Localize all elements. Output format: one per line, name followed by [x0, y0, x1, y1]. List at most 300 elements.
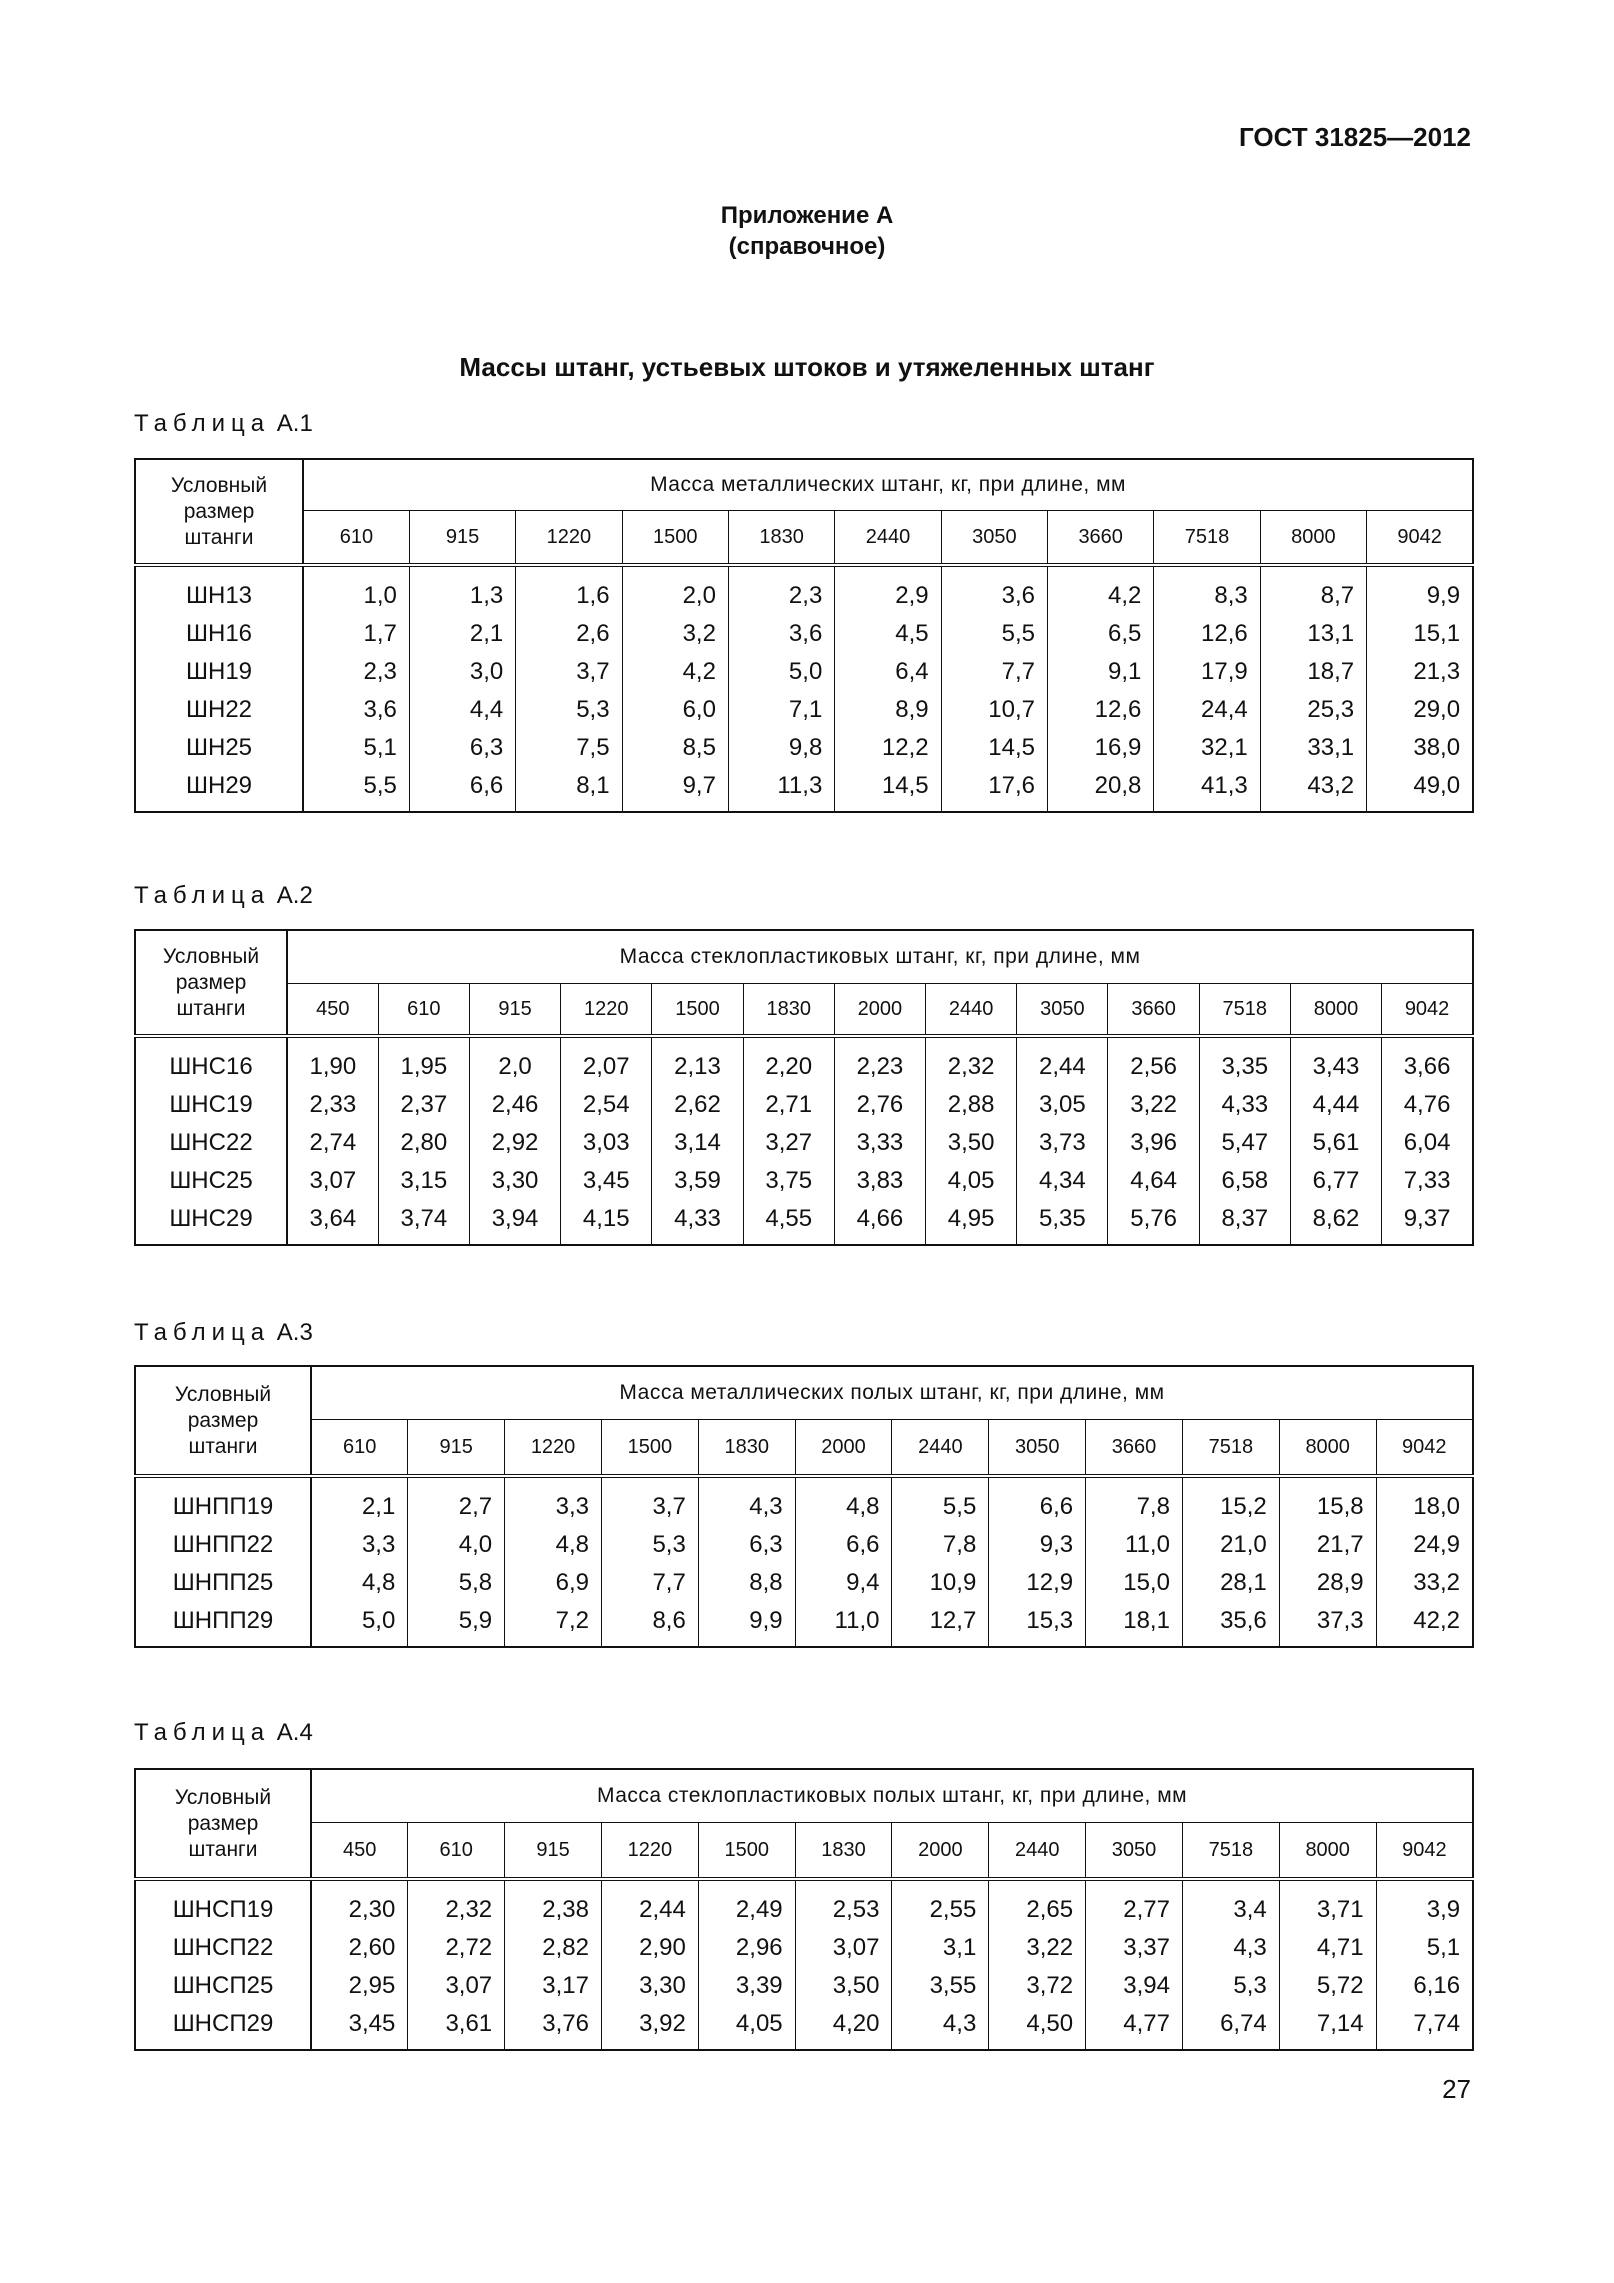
- mass-value-cell: 4,3: [698, 1488, 795, 1526]
- table-row: [135, 1124, 1473, 1162]
- size-header-line: штанги: [188, 1837, 258, 1861]
- rod-size-cell: ШН29: [135, 767, 303, 805]
- mass-value-cell: 12,2: [835, 729, 941, 767]
- mass-value-cell: 4,8: [505, 1526, 602, 1564]
- mass-value-cell: 2,90: [601, 1929, 698, 1967]
- rod-size-cell: ШНПП22: [135, 1526, 311, 1564]
- mass-value-cell: 2,74: [287, 1124, 378, 1162]
- spacer-cell: [378, 1036, 469, 1048]
- length-header: 2000: [892, 1823, 989, 1880]
- spacer-cell: [311, 1476, 408, 1488]
- mass-value-cell: 6,3: [698, 1526, 795, 1564]
- spacer-cell: [835, 805, 941, 812]
- mass-value-cell: 3,75: [743, 1162, 834, 1200]
- spacer-cell: [601, 1879, 698, 1891]
- mass-value-cell: 8,6: [601, 1602, 698, 1640]
- mass-value-cell: 5,3: [1182, 1967, 1279, 2005]
- spacer-cell: [505, 2043, 602, 2050]
- mass-table: [134, 1365, 1474, 1648]
- length-header: 7518: [1199, 984, 1290, 1037]
- table-label-word: Таблица: [134, 1319, 271, 1346]
- mass-value-cell: 5,61: [1290, 1124, 1381, 1162]
- mass-value-cell: 2,72: [408, 1929, 505, 1967]
- mass-value-cell: 2,9: [835, 577, 941, 615]
- mass-value-cell: 3,94: [1086, 1967, 1183, 2005]
- mass-value-cell: 3,22: [989, 1929, 1086, 1967]
- length-header: 3050: [1086, 1823, 1183, 1880]
- mass-value-cell: 4,44: [1290, 1086, 1381, 1124]
- group-header: Масса стеклопластиковых полых штанг, кг, при длине, мм: [311, 1769, 1473, 1823]
- mass-value-cell: 2,49: [698, 1891, 795, 1929]
- mass-value-cell: 7,1: [728, 691, 834, 729]
- spacer-cell: [728, 565, 834, 577]
- spacer-cell: [941, 565, 1047, 577]
- mass-value-cell: 3,22: [1108, 1086, 1199, 1124]
- spacer-cell: [1182, 1476, 1279, 1488]
- spacer-cell: [303, 805, 409, 812]
- mass-value-cell: 25,3: [1260, 691, 1366, 729]
- spacer-cell: [652, 1036, 743, 1048]
- mass-value-cell: 5,9: [408, 1602, 505, 1640]
- table-row: [135, 1526, 1473, 1564]
- spacer-cell: [1279, 1640, 1376, 1647]
- spacer-cell: [135, 805, 303, 812]
- table-row: [135, 1162, 1473, 1200]
- table-row: [135, 653, 1473, 691]
- group-header: Масса металлических штанг, кг, при длине, мм: [303, 459, 1473, 511]
- mass-value-cell: 4,2: [622, 653, 728, 691]
- length-header: 2440: [989, 1823, 1086, 1880]
- mass-value-cell: 3,83: [834, 1162, 925, 1200]
- mass-value-cell: 6,5: [1048, 615, 1154, 653]
- spacer-cell: [1290, 1238, 1381, 1245]
- mass-value-cell: 3,2: [622, 615, 728, 653]
- length-header: 3660: [1048, 511, 1154, 566]
- length-header: 915: [408, 1420, 505, 1477]
- length-header: 2440: [892, 1420, 989, 1477]
- mass-table: [134, 1768, 1474, 2051]
- mass-value-cell: 3,76: [505, 2005, 602, 2043]
- mass-value-cell: 4,5: [835, 615, 941, 653]
- spacer-cell: [1086, 1879, 1183, 1891]
- mass-value-cell: 7,2: [505, 1602, 602, 1640]
- size-header-line: штанги: [188, 1434, 258, 1458]
- mass-value-cell: 1,6: [516, 577, 622, 615]
- mass-value-cell: 8,3: [1154, 577, 1260, 615]
- spacer-cell: [409, 805, 515, 812]
- mass-table: [134, 458, 1474, 813]
- mass-value-cell: 2,92: [469, 1124, 560, 1162]
- length-header: 2000: [795, 1420, 892, 1477]
- size-header-line: Условный: [162, 944, 260, 968]
- length-header: 3050: [1017, 984, 1108, 1037]
- spacer-cell: [287, 1238, 378, 1245]
- mass-value-cell: 42,2: [1413, 1607, 1460, 1634]
- mass-value-cell: 24,9: [1413, 1531, 1460, 1558]
- spacer-cell: [408, 1640, 505, 1647]
- table-label-number: А.2: [276, 882, 313, 909]
- spacer-cell: [303, 565, 409, 577]
- table-label: [134, 1319, 313, 1347]
- spacer-cell: [1376, 2043, 1473, 2050]
- spacer-cell: [505, 1476, 602, 1488]
- length-header: 7518: [1154, 511, 1260, 566]
- mass-value-cell: 6,77: [1290, 1162, 1381, 1200]
- mass-value-cell: 9,8: [728, 729, 834, 767]
- mass-value-cell: 13,1: [1260, 615, 1366, 653]
- length-header: 2000: [834, 984, 925, 1037]
- spacer-cell: [1290, 1036, 1381, 1048]
- table-label: [134, 882, 313, 910]
- mass-value-cell: 11,3: [728, 767, 834, 805]
- mass-value-cell: 15,1: [1413, 620, 1461, 647]
- mass-value-cell: 3,74: [378, 1200, 469, 1238]
- length-header: 3660: [1086, 1420, 1183, 1477]
- mass-value-cell: 35,6: [1182, 1602, 1279, 1640]
- mass-value-cell: 2,32: [408, 1891, 505, 1929]
- length-header: 3050: [941, 511, 1047, 566]
- mass-value-cell: 6,6: [409, 767, 515, 805]
- spacer-cell: [408, 2043, 505, 2050]
- spacer-cell: [989, 1640, 1086, 1647]
- table-row: [135, 767, 1473, 805]
- mass-value-cell: 4,50: [989, 2005, 1086, 2043]
- mass-value-cell: 33,2: [1413, 1569, 1460, 1596]
- spacer-cell: [1017, 1036, 1108, 1048]
- mass-value-cell: 29,0: [1413, 696, 1461, 723]
- header-row: [135, 1769, 1473, 1823]
- mass-value-cell: 2,37: [378, 1086, 469, 1124]
- mass-value-cell: 3,17: [505, 1967, 602, 2005]
- spacer-cell: [1108, 1238, 1199, 1245]
- mass-value-cell: 2,1: [311, 1488, 408, 1526]
- spacer-cell: [561, 1036, 652, 1048]
- mass-value-cell: 17,9: [1154, 653, 1260, 691]
- mass-value-cell: 2,53: [795, 1891, 892, 1929]
- standard-code: ГОСТ 31825—2012: [1239, 122, 1471, 152]
- rod-size-cell: ШН16: [135, 615, 303, 653]
- spacer-cell: [1367, 805, 1473, 812]
- mass-value-cell: 5,1: [1426, 1934, 1461, 1961]
- spacer-cell: [698, 1476, 795, 1488]
- mass-value-cell: 8,1: [516, 767, 622, 805]
- mass-value-cell: 7,5: [516, 729, 622, 767]
- mass-value-cell: 5,3: [601, 1526, 698, 1564]
- mass-value-cell: 4,15: [561, 1200, 652, 1238]
- spacer-cell: [835, 565, 941, 577]
- spacer-cell: [926, 1036, 1017, 1048]
- header-row: [135, 459, 1473, 511]
- spacer-row: [135, 2043, 1473, 2050]
- length-header: 1220: [561, 984, 652, 1037]
- spacer-row: [135, 805, 1473, 812]
- mass-value-cell: 3,15: [378, 1162, 469, 1200]
- mass-value-cell: 8,37: [1199, 1200, 1290, 1238]
- table-row: [135, 1602, 1473, 1640]
- table-row: [135, 1967, 1473, 2005]
- table-label-number: А.1: [276, 410, 313, 437]
- size-header-line: размер: [183, 499, 255, 523]
- spacer-cell: [469, 1238, 560, 1245]
- mass-value-cell: 11,0: [795, 1602, 892, 1640]
- mass-value-cell: 41,3: [1154, 767, 1260, 805]
- length-header: 1500: [601, 1420, 698, 1477]
- mass-value-cell: 4,0: [408, 1526, 505, 1564]
- mass-value-cell: 3,05: [1017, 1086, 1108, 1124]
- spacer-cell: [601, 2043, 698, 2050]
- length-row: [135, 511, 1473, 566]
- spacer-cell: [516, 565, 622, 577]
- length-header: 1830: [698, 1420, 795, 1477]
- spacer-cell: [311, 1879, 408, 1891]
- mass-value-cell: 5,0: [311, 1602, 408, 1640]
- length-header: 9042: [1382, 984, 1473, 1037]
- mass-value-cell: 3,55: [892, 1967, 989, 2005]
- mass-value-cell: 3,6: [303, 691, 409, 729]
- spacer-cell: [1367, 565, 1473, 577]
- size-header-line: Условный: [174, 1382, 272, 1406]
- table-row: [135, 2005, 1473, 2043]
- length-header: 915: [505, 1823, 602, 1880]
- spacer-cell: [989, 1476, 1086, 1488]
- mass-value-cell: 4,95: [926, 1200, 1017, 1238]
- mass-value-cell: 4,34: [1017, 1162, 1108, 1200]
- mass-value-cell: 2,1: [409, 615, 515, 653]
- mass-value-cell: 3,27: [743, 1124, 834, 1162]
- mass-value-cell: 7,74: [1413, 2010, 1461, 2037]
- spacer-cell: [892, 1640, 989, 1647]
- spacer-cell: [834, 1238, 925, 1245]
- mass-value-cell: 3,07: [795, 1929, 892, 1967]
- length-header: 610: [303, 511, 409, 566]
- spacer-cell: [408, 1879, 505, 1891]
- mass-value-cell: 4,33: [652, 1200, 743, 1238]
- spacer-cell: [311, 2043, 408, 2050]
- length-row: [135, 1823, 1473, 1880]
- mass-value-cell: 2,7: [408, 1488, 505, 1526]
- mass-value-cell: 3,35: [1199, 1048, 1290, 1086]
- appendix-title: Приложение А: [720, 202, 894, 229]
- mass-value-cell: 5,5: [941, 615, 1047, 653]
- length-header: 450: [311, 1823, 408, 1880]
- spacer-cell: [743, 1036, 834, 1048]
- size-column-header: [135, 930, 287, 1036]
- rod-size-cell: ШНПП25: [135, 1564, 311, 1602]
- spacer-cell: [1376, 1879, 1473, 1891]
- spacer-cell: [135, 1640, 311, 1647]
- length-header: 915: [469, 984, 560, 1037]
- group-header: Масса стеклопластиковых штанг, кг, при длине, мм: [287, 930, 1473, 984]
- mass-value-cell: 4,3: [892, 2005, 989, 2043]
- table-row: [135, 577, 1473, 615]
- spacer-row: [135, 1476, 1473, 1488]
- spacer-cell: [1279, 1476, 1376, 1488]
- mass-value-cell: 7,7: [941, 653, 1047, 691]
- mass-value-cell: 18,1: [1086, 1602, 1183, 1640]
- mass-value-cell: 4,77: [1086, 2005, 1183, 2043]
- mass-value-cell: 18,7: [1260, 653, 1366, 691]
- spacer-cell: [601, 1476, 698, 1488]
- mass-value-cell: 2,20: [743, 1048, 834, 1086]
- mass-value-cell: 2,3: [728, 577, 834, 615]
- spacer-cell: [795, 2043, 892, 2050]
- size-header-line: Условный: [174, 1785, 272, 1809]
- table-row: [135, 729, 1473, 767]
- mass-value-cell: 10,9: [892, 1564, 989, 1602]
- spacer-cell: [795, 1640, 892, 1647]
- mass-value-cell: 2,65: [989, 1891, 1086, 1929]
- spacer-cell: [469, 1036, 560, 1048]
- table-row: [135, 1200, 1473, 1238]
- mass-table: [134, 929, 1474, 1246]
- mass-value-cell: 3,66: [1403, 1053, 1451, 1080]
- spacer-cell: [728, 805, 834, 812]
- mass-value-cell: 5,1: [303, 729, 409, 767]
- rod-size-cell: ШНСП25: [135, 1967, 311, 2005]
- spacer-cell: [408, 1476, 505, 1488]
- spacer-cell: [795, 1476, 892, 1488]
- spacer-row: [135, 1640, 1473, 1647]
- spacer-cell: [622, 805, 728, 812]
- mass-value-cell: 17,6: [941, 767, 1047, 805]
- mass-value-cell: 5,47: [1199, 1124, 1290, 1162]
- mass-value-cell: 4,3: [1182, 1929, 1279, 1967]
- mass-value-cell: 2,56: [1108, 1048, 1199, 1086]
- spacer-cell: [1199, 1238, 1290, 1245]
- mass-value-cell: 8,8: [698, 1564, 795, 1602]
- spacer-cell: [287, 1036, 378, 1048]
- mass-value-cell: 3,72: [989, 1967, 1086, 2005]
- mass-value-cell: 16,9: [1048, 729, 1154, 767]
- mass-value-cell: 3,7: [516, 653, 622, 691]
- spacer-cell: [989, 2043, 1086, 2050]
- length-header: 8000: [1290, 984, 1381, 1037]
- spacer-cell: [1108, 1036, 1199, 1048]
- table-label-word: Таблица: [134, 882, 271, 909]
- length-header: 9042: [1376, 1823, 1473, 1880]
- mass-value-cell: 3,59: [652, 1162, 743, 1200]
- spacer-cell: [1182, 2043, 1279, 2050]
- rod-size-cell: ШН22: [135, 691, 303, 729]
- mass-value-cell: 2,44: [1017, 1048, 1108, 1086]
- table-label: [134, 410, 313, 438]
- mass-value-cell: 3,33: [834, 1124, 925, 1162]
- spacer-cell: [561, 1238, 652, 1245]
- spacer-cell: [1182, 1879, 1279, 1891]
- mass-value-cell: 3,0: [409, 653, 515, 691]
- rod-size-cell: ШН13: [135, 577, 303, 615]
- length-header: 1500: [652, 984, 743, 1037]
- spacer-cell: [926, 1238, 1017, 1245]
- size-header-line: размер: [187, 1408, 259, 1432]
- rod-size-cell: ШНПП19: [135, 1488, 311, 1526]
- mass-value-cell: 3,92: [601, 2005, 698, 2043]
- spacer-cell: [311, 1640, 408, 1647]
- mass-value-cell: 2,3: [303, 653, 409, 691]
- size-header-line: размер: [187, 1811, 259, 1835]
- mass-value-cell: 49,0: [1413, 772, 1461, 799]
- size-header-line: Условный: [170, 473, 268, 497]
- mass-value-cell: 7,8: [1086, 1488, 1183, 1526]
- mass-value-cell: 8,7: [1260, 577, 1366, 615]
- rod-size-cell: ШНС16: [135, 1048, 287, 1086]
- mass-value-cell: 3,94: [469, 1200, 560, 1238]
- mass-value-cell: 37,3: [1279, 1602, 1376, 1640]
- mass-value-cell: 2,44: [601, 1891, 698, 1929]
- mass-value-cell: 10,7: [941, 691, 1047, 729]
- length-header: 1500: [622, 511, 728, 566]
- mass-value-cell: 2,80: [378, 1124, 469, 1162]
- mass-value-cell: 43,2: [1260, 767, 1366, 805]
- appendix-heading: [0, 200, 1614, 262]
- group-header: Масса металлических полых штанг, кг, при длине, мм: [311, 1366, 1473, 1420]
- spacer-cell: [1279, 1879, 1376, 1891]
- spacer-cell: [652, 1238, 743, 1245]
- spacer-cell: [892, 1879, 989, 1891]
- spacer-cell: [135, 1238, 287, 1245]
- table-label: [134, 1719, 313, 1747]
- length-header: 3050: [989, 1420, 1086, 1477]
- mass-value-cell: 8,5: [622, 729, 728, 767]
- mass-value-cell: 2,23: [834, 1048, 925, 1086]
- mass-value-cell: 2,54: [561, 1086, 652, 1124]
- length-header: 7518: [1182, 1823, 1279, 1880]
- length-header: 1220: [505, 1420, 602, 1477]
- mass-value-cell: 2,13: [652, 1048, 743, 1086]
- size-column-header: [135, 459, 303, 565]
- table-label-word: Таблица: [134, 410, 271, 437]
- mass-value-cell: 3,7: [601, 1488, 698, 1526]
- mass-value-cell: 6,9: [505, 1564, 602, 1602]
- mass-value-cell: 3,64: [287, 1200, 378, 1238]
- spacer-cell: [834, 1036, 925, 1048]
- mass-value-cell: 7,14: [1279, 2005, 1376, 2043]
- spacer-cell: [622, 565, 728, 577]
- mass-value-cell: 3,45: [561, 1162, 652, 1200]
- spacer-cell: [1260, 565, 1366, 577]
- rod-size-cell: ШНС25: [135, 1162, 287, 1200]
- mass-value-cell: 3,43: [1290, 1048, 1381, 1086]
- mass-value-cell: 2,0: [469, 1048, 560, 1086]
- mass-value-cell: 6,58: [1199, 1162, 1290, 1200]
- mass-value-cell: 4,20: [795, 2005, 892, 2043]
- size-header-line: штанги: [176, 996, 246, 1020]
- rod-size-cell: ШНС19: [135, 1086, 287, 1124]
- mass-value-cell: 1,95: [378, 1048, 469, 1086]
- mass-value-cell: 12,7: [892, 1602, 989, 1640]
- spacer-cell: [1086, 1476, 1183, 1488]
- spacer-cell: [1382, 1036, 1473, 1048]
- length-header: 8000: [1260, 511, 1366, 566]
- mass-value-cell: 6,0: [622, 691, 728, 729]
- mass-value-cell: 24,4: [1154, 691, 1260, 729]
- mass-value-cell: 4,05: [698, 2005, 795, 2043]
- header-row: [135, 930, 1473, 984]
- spacer-cell: [135, 1036, 287, 1048]
- spacer-cell: [1376, 1640, 1473, 1647]
- mass-value-cell: 12,6: [1048, 691, 1154, 729]
- spacer-cell: [1382, 1238, 1473, 1245]
- mass-value-cell: 3,3: [505, 1488, 602, 1526]
- mass-value-cell: 5,0: [728, 653, 834, 691]
- rod-size-cell: ШНС22: [135, 1124, 287, 1162]
- mass-value-cell: 12,9: [989, 1564, 1086, 1602]
- rod-size-cell: ШН19: [135, 653, 303, 691]
- spacer-cell: [135, 565, 303, 577]
- spacer-cell: [1017, 1238, 1108, 1245]
- length-header: 2440: [926, 984, 1017, 1037]
- rod-size-cell: ШНСП22: [135, 1929, 311, 1967]
